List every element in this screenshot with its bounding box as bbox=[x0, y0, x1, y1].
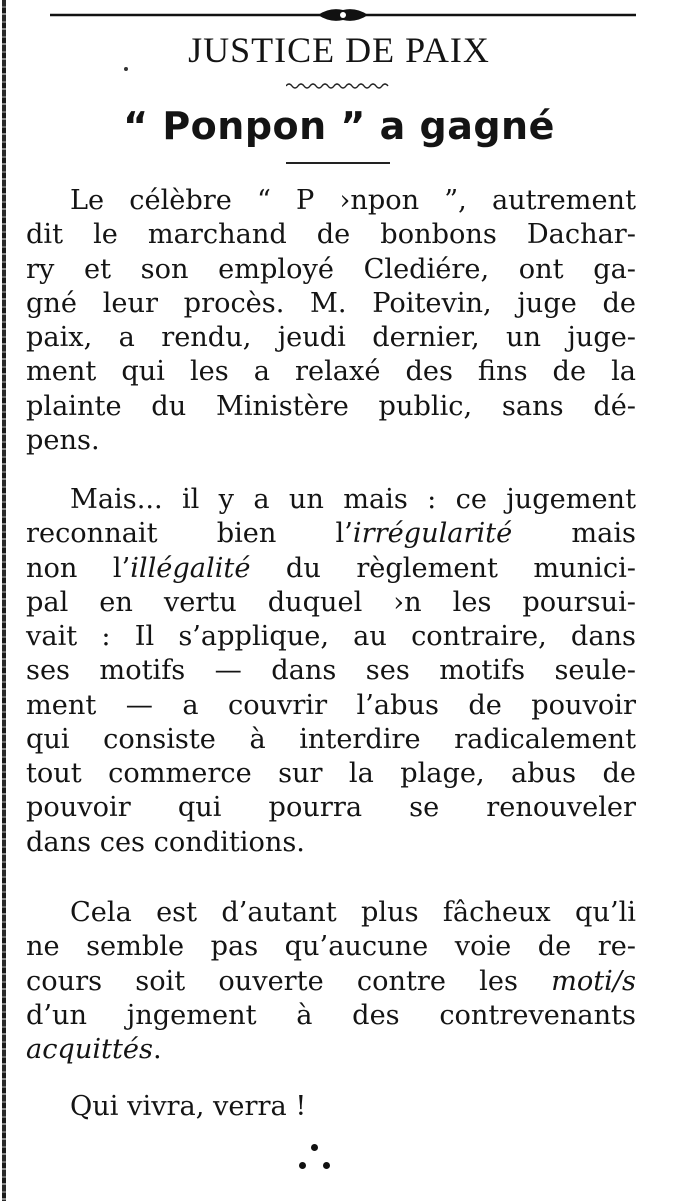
text-line bbox=[26, 517, 636, 551]
text-segment: reconnait bien l’ bbox=[26, 518, 353, 550]
emphasis-illegalite: illégalité bbox=[130, 552, 251, 584]
text-line bbox=[26, 552, 636, 586]
article-title: “ Ponpon ” a gagné bbox=[123, 104, 555, 148]
paragraph-1 bbox=[26, 184, 636, 458]
emphasis-irregularite: irrégularité bbox=[352, 518, 513, 550]
text-line: tout commerce sur la plage, abus de bbox=[26, 758, 636, 789]
text-line bbox=[26, 1033, 636, 1067]
text-line: plainte du Ministère public, sans dé- bbox=[26, 390, 636, 422]
section-heading: JUSTICE DE PAIX bbox=[188, 30, 490, 70]
text-line: ses motifs — dans ses motifs seule- bbox=[26, 655, 636, 687]
paragraph-4 bbox=[26, 1090, 636, 1124]
top-ornament-rule bbox=[50, 6, 636, 24]
text-segment: mais bbox=[512, 518, 636, 550]
column-border-rule bbox=[2, 0, 6, 1201]
text-segment: du règlement munici- bbox=[250, 552, 636, 584]
text-line: Qui vivra, verra ! bbox=[70, 1091, 307, 1122]
text-line: pal en vertu duquel ›n les poursui- bbox=[26, 586, 636, 618]
text-line: gné leur procès. M. Poitevin, juge de bbox=[26, 287, 636, 319]
paragraph-2 bbox=[26, 483, 636, 860]
text-line: paix, a rendu, jeudi dernier, un juge- bbox=[26, 322, 636, 353]
text-line: qui consiste à interdire radicalement bbox=[26, 723, 636, 755]
text-segment: . bbox=[152, 1034, 162, 1065]
text-line: vait : Il s’applique, au contraire, dans bbox=[26, 621, 636, 652]
text-line: Le célèbre “ P ›npon ”, autrement bbox=[70, 185, 636, 216]
paragraph-3 bbox=[26, 896, 636, 1067]
text-line: ment — a couvrir l’abus de pouvoir bbox=[26, 689, 636, 721]
text-segment: cours soit ouverte contre les bbox=[26, 965, 552, 997]
ornament-dot bbox=[323, 1162, 330, 1169]
text-line: Cela est d’autant plus fâcheux qu’li bbox=[70, 897, 636, 928]
text-line: Mais... il y a un mais : ce jugement bbox=[70, 484, 636, 515]
text-line: d’un jngement à des contrevenants bbox=[26, 999, 636, 1031]
emphasis-motifs: moti/s bbox=[551, 965, 636, 997]
text-line: ment qui les a relaxé des fins de la bbox=[26, 356, 636, 388]
text-line: dit le marchand de bonbons Dachar- bbox=[26, 219, 636, 251]
ornament-dot bbox=[311, 1144, 318, 1151]
title-underline bbox=[286, 162, 390, 164]
text-line: ry et son employé Clediére, ont ga- bbox=[26, 253, 636, 285]
text-segment: non l’ bbox=[26, 552, 131, 584]
text-line: pouvoir qui pourra se renouveler bbox=[26, 792, 636, 824]
ink-speck bbox=[124, 67, 128, 71]
wavy-divider bbox=[286, 82, 390, 90]
text-line: pens. bbox=[26, 424, 100, 456]
text-line: ne semble pas qu’aucune voie de re- bbox=[26, 931, 636, 963]
text-line bbox=[26, 965, 636, 999]
text-line: dans ces conditions. bbox=[26, 826, 305, 858]
ornament-dot bbox=[299, 1162, 306, 1169]
emphasis-acquittes: acquittés bbox=[26, 1034, 153, 1065]
closing-dots-ornament bbox=[296, 1142, 336, 1174]
